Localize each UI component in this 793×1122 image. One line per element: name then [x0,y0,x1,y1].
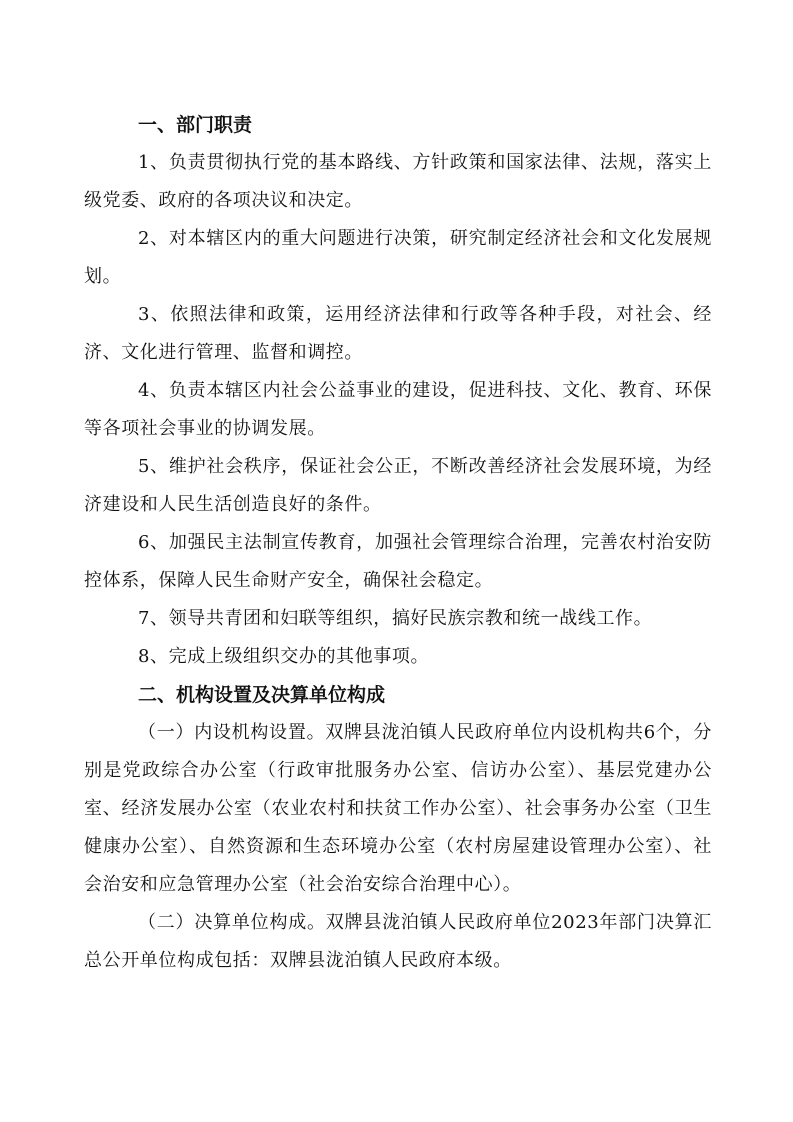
duty-item-6: 6、加强民主法制宣传教育，加强社会管理综合治理，完善农村治安防控体系，保障人民生命财产安全，确保社会稳定。 [84,532,712,591]
section-heading-duties: 一、部门职责 [138,114,253,136]
organization-item-units: （二）决算单位构成。双牌县泷泊镇人民政府单位2023年部门决算汇总公开单位构成包括：双牌县泷泊镇人民政府本级。 [84,912,712,971]
duty-item-8: 8、完成上级组织交办的其他事项。 [138,646,430,667]
duty-item-3: 3、依照法律和政策，运用经济法律和行政等各种手段，对社会、经济、文化进行管理、监督和调控。 [84,304,712,363]
duty-item-2: 2、对本辖区内的重大问题进行决策，研究制定经济社会和文化发展规划。 [84,228,712,287]
duty-item-1: 1、负责贯彻执行党的基本路线、方针政策和国家法律、法规，落实上级党委、政府的各项决议和决定。 [84,152,712,211]
duty-item-7: 7、领导共青团和妇联等组织，搞好民族宗教和统一战线工作。 [138,608,653,629]
section-heading-organization: 二、机构设置及决算单位构成 [138,684,386,706]
document-body [84,106,712,980]
duty-item-5: 5、维护社会秩序，保证社会公正，不断改善经济社会发展环境，为经济建设和人民生活创造良好的条件。 [84,456,712,515]
organization-item-internal: （一）内设机构设置。双牌县泷泊镇人民政府单位内设机构共6个，分别是党政综合办公室（行政审批服务办公室、信访办公室）、基层党建办公室、经济发展办公室（农业农村和扶贫工作办公室）、社会事务办公室（卫生健康办公室）、自然资源和生态环境办公室（农村房屋建设管理办公室）、社会治安和应急管理办公室（社会治安综合治理中心）。 [84,722,712,895]
duty-item-4: 4、负责本辖区内社会公益事业的建设，促进科技、文化、教育、环保等各项社会事业的协调发展。 [84,380,712,439]
